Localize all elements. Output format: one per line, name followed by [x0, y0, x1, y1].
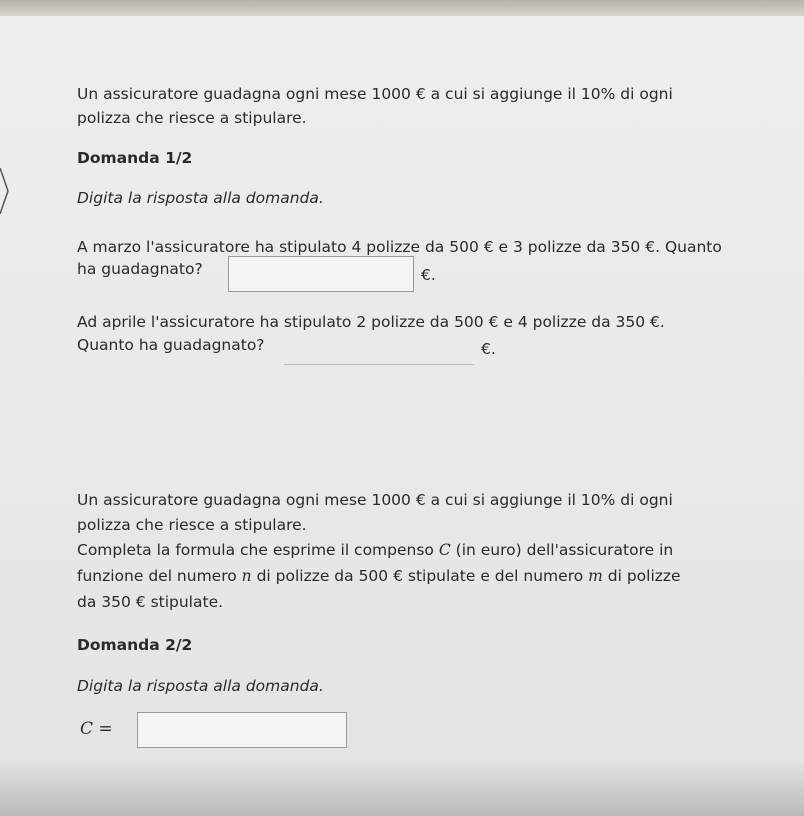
- question-header-2: Domanda 2/2: [77, 636, 193, 654]
- formula-description-line1: [77, 540, 673, 561]
- formula-answer-input[interactable]: [137, 712, 347, 748]
- problem2-intro-line2: polizza che riesce a stipulare.: [77, 516, 307, 534]
- variable-n: n: [241, 567, 252, 585]
- march-answer-input[interactable]: [228, 256, 414, 292]
- march-question-line1: A marzo l'assicuratore ha stipulato 4 polizze da 500 € e 3 polizze da 350 €. Quanto: [77, 238, 722, 256]
- march-currency: €.: [421, 266, 436, 284]
- problem1-intro-line1: Un assicuratore guadagna ogni mese 1000 € a cui si aggiunge il 10% di ogni: [77, 85, 673, 103]
- formula-label: C =: [80, 719, 113, 739]
- problem1-intro-line2: polizza che riesce a stipulare.: [77, 109, 307, 127]
- variable-m: m: [588, 567, 603, 585]
- left-edge-marker: [0, 168, 10, 214]
- formula-text-2c: di polizze: [602, 567, 681, 585]
- formula-text-1b: (in euro) dell'assicuratore in: [450, 541, 674, 559]
- formula-text-1a: Completa la formula che esprime il compenso: [77, 541, 439, 559]
- question-header-1: Domanda 1/2: [77, 149, 193, 167]
- april-answer-input[interactable]: [284, 344, 474, 365]
- instruction-2: Digita la risposta alla domanda.: [77, 677, 324, 695]
- april-question-line2: Quanto ha guadagnato?: [77, 336, 265, 354]
- formula-text-2b: di polizze da 500 € stipulate e del numero: [251, 567, 589, 585]
- march-question-line2: ha guadagnato?: [77, 260, 203, 278]
- formula-description-line3: da 350 € stipulate.: [77, 593, 224, 611]
- formula-description-line2: [77, 566, 681, 587]
- variable-c: C: [438, 541, 451, 559]
- april-question-line1: Ad aprile l'assicuratore ha stipulato 2 polizze da 500 € e 4 polizze da 350 €.: [77, 313, 665, 331]
- top-edge: [0, 0, 804, 16]
- formula-text-2a: funzione del numero: [77, 567, 242, 585]
- bottom-shadow: [0, 760, 804, 816]
- instruction-1: Digita la risposta alla domanda.: [77, 189, 324, 207]
- april-currency: €.: [481, 340, 496, 358]
- problem2-intro-line1: Un assicuratore guadagna ogni mese 1000 € a cui si aggiunge il 10% di ogni: [77, 491, 673, 509]
